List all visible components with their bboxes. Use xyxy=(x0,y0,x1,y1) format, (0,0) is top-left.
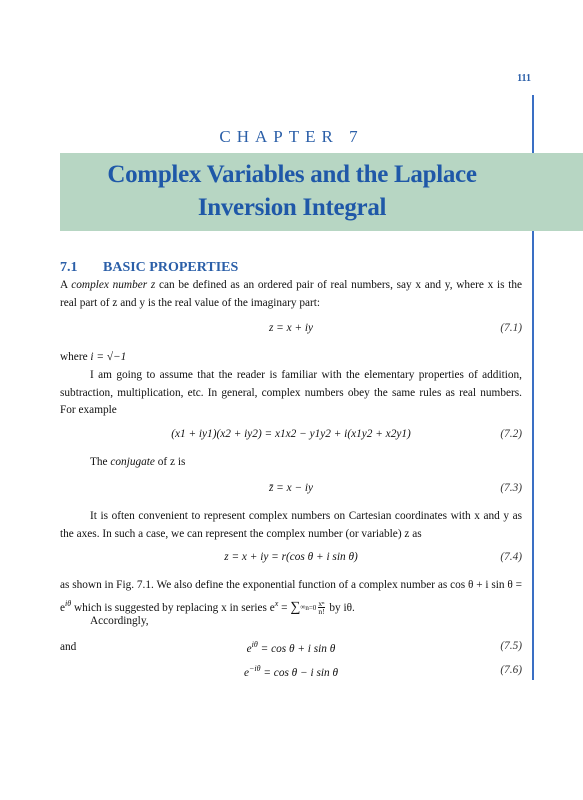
paragraph-accordingly: Accordingly, xyxy=(90,615,149,627)
and-text: and xyxy=(60,641,77,653)
series-fraction: $\frac{\text{xⁿ}}{n!}$ xyxy=(318,598,325,617)
title-line-2: Inversion Integral xyxy=(197,194,387,221)
paragraph-elementary-properties: I am going to assume that the reader is familiar with the elementary properties of addition, subtraction, multiplication, etc. In general, complex numbers obey the same rules as real numbers. For example xyxy=(60,369,522,416)
paragraph-cartesian: It is often convenient to represent complex numbers on Cartesian coordinates with x and y as the axes. In such a case, we can represent the complex number (or variable) z as xyxy=(60,510,522,540)
imaginary-unit-definition: i = √−1 xyxy=(90,351,127,363)
complex-number-term: complex number z xyxy=(71,279,156,291)
equation-number: (7.6) xyxy=(500,664,522,676)
chapter-label: CHAPTER 7 xyxy=(219,127,364,146)
section-heading xyxy=(60,260,238,276)
equation-expression: z̄ = x − iy xyxy=(268,482,314,494)
equation-number: (7.3) xyxy=(500,482,522,494)
title-line-1: Complex Variables and the Laplace xyxy=(107,161,477,188)
sum-symbol: ∑∞n=0 xyxy=(290,599,317,615)
where-line: where i = √−1 xyxy=(60,351,127,363)
equation-number: (7.2) xyxy=(500,428,522,440)
equation-expression: $e^{i\theta} = \cos \theta + i$ sin θ xyxy=(246,640,336,655)
equation-7-3 xyxy=(60,482,522,500)
equation-expression: z = x + iy = r(cos θ + i sin θ) xyxy=(224,551,358,563)
paragraph-exponential: as shown in Fig. 7.1. We also define the exponential function of a complex number as cos θ + i $\sin \theta = e^{i\theta}$ which is suggested by replacing x in series $e^x = \sum^\infty n=0$ $\frac{\text{xⁿ}}{n!}$ by iθ. xyxy=(60,579,522,617)
equation-expression: $e^{-i\theta} = \cos \theta - i$ sin θ xyxy=(243,664,339,679)
equation-number: (7.4) xyxy=(500,551,522,563)
equation-expression: (x1 + iy1)(x2 + iy2) = x1x2 − y1y2 + i(x1y2 + x2y1) xyxy=(171,428,411,440)
paragraph-conjugate: The conjugate of z is xyxy=(90,456,186,468)
paragraph-definition: A complex number z can be defined as an ordered pair of real numbers, say x and y, where x is the real part of z and y is the real value of the imaginary part: xyxy=(60,279,523,309)
equation-expression: z = x + iy xyxy=(268,322,314,334)
equation-7-6 xyxy=(60,664,522,682)
equation-7-2 xyxy=(60,428,522,446)
page-number: 111 xyxy=(517,73,531,84)
section-number: 7.1 xyxy=(60,260,78,275)
chapter-title xyxy=(60,158,524,224)
equation-7-1 xyxy=(60,322,522,340)
equation-number: (7.1) xyxy=(500,322,522,334)
equation-7-4 xyxy=(60,551,522,569)
conjugate-term: conjugate xyxy=(110,456,155,468)
equation-number: (7.5) xyxy=(500,640,522,652)
section-title: BASIC PROPERTIES xyxy=(103,260,239,275)
